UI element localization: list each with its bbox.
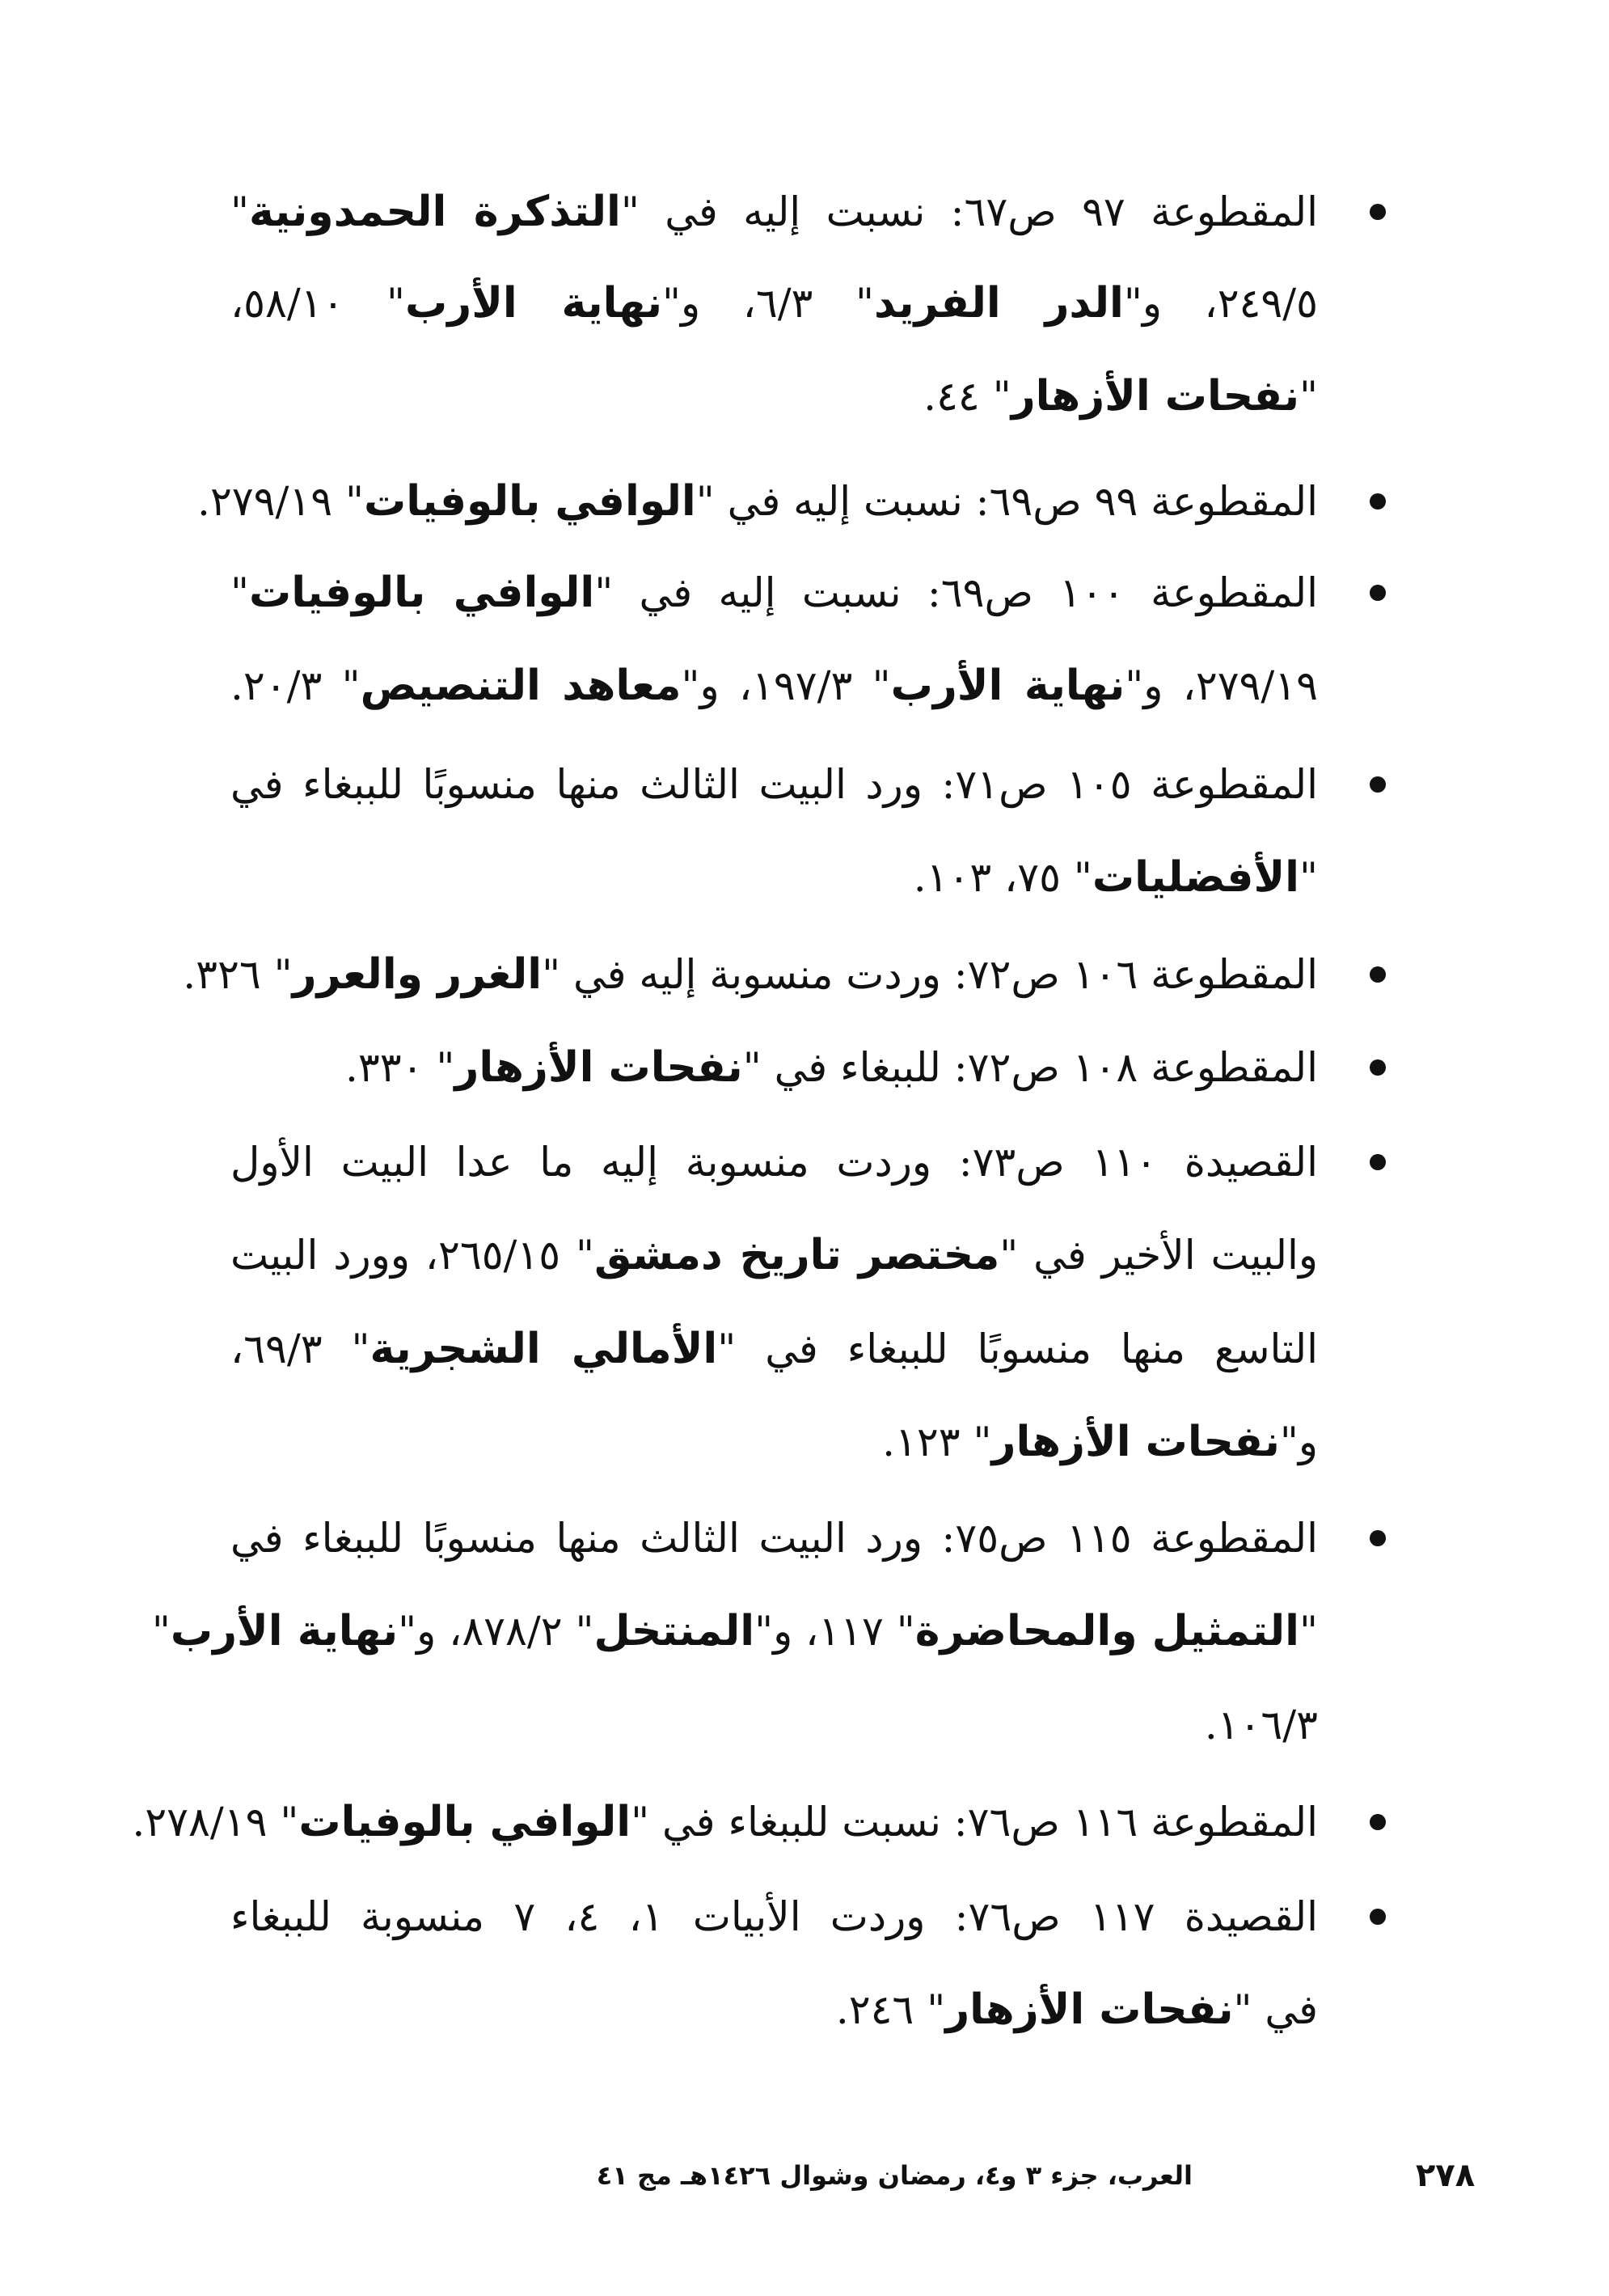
list-item-line: المقطوعة ١٠٨ ص٧٢: للببغاء في "نفحات الأزهار" ٣٣٠. <box>345 1043 1318 1092</box>
bullet-icon <box>1370 585 1386 601</box>
list-item-line: المقطوعة ١٠٠ ص٦٩: نسبت إليه في "الوافي بالوفيات" <box>230 569 1318 617</box>
list-item-line: القصيدة ١١٧ ص٧٦: وردت الأبيات ١، ٤، ٧ منسوبة للببغاء <box>230 1893 1319 1940</box>
page-footer <box>0 2147 1609 2204</box>
bullet-icon <box>1370 1154 1386 1170</box>
journal-citation: العرب، جزء ٣ و٤، رمضان وشوال ١٤٢٦هـ مج ٤١ <box>596 2160 1193 2191</box>
book-title: نهاية الأرب <box>890 662 1125 710</box>
list-item-line: القصيدة ١١٠ ص٧٣: وردت منسوبة إليه ما عدا البيت الأول <box>230 1139 1319 1186</box>
list-item-line: "التمثيل والمحاضرة" ١١٧، و"المنتخل" ٨٧٨/٢، و"نهاية الأرب" <box>151 1607 1318 1655</box>
book-title: نهاية الأرب <box>170 1607 399 1655</box>
bullet-icon <box>1370 1814 1386 1830</box>
list-item-line: المقطوعة ٩٧ ص٦٧: نسبت إليه في "التذكرة الحمدونية" <box>230 188 1318 236</box>
book-title: نفحات الأزهار <box>454 1043 743 1092</box>
book-title: الوافي بالوفيات <box>363 477 696 526</box>
book-title: نفحات الأزهار <box>1011 372 1299 421</box>
list-item-line: والبيت الأخير في "مختصر تاريخ دمشق" ٢٦٥/١٥، وورد البيت <box>230 1231 1318 1279</box>
book-title: معاهد التنصيص <box>360 662 682 710</box>
book-title: التذكرة الحمدونية <box>249 188 621 236</box>
book-title: الوافي بالوفيات <box>249 569 595 617</box>
list-item-line: المقطوعة ٩٩ ص٦٩: نسبت إليه في "الوافي بالوفيات" ٢٧٩/١٩. <box>197 477 1318 526</box>
book-title: الغرر والعرر <box>292 950 543 999</box>
book-title: الدر الفريد <box>874 279 1124 328</box>
book-title: التمثيل والمحاضرة <box>914 1607 1299 1655</box>
bullet-icon <box>1370 1059 1386 1076</box>
list-item-line: "نفحات الأزهار" ٤٤. <box>923 372 1318 421</box>
book-title: المنتخل <box>593 1607 755 1655</box>
list-item-line: المقطوعة ١١٥ ص٧٥: ورد البيت الثالث منها منسوبًا للببغاء في <box>230 1515 1318 1562</box>
list-item-line: المقطوعة ١٠٥ ص٧١: ورد البيت الثالث منها منسوبًا للببغاء في <box>230 761 1318 808</box>
list-item-line: المقطوعة ١١٦ ص٧٦: نسبت للببغاء في "الوافي بالوفيات" ٢٧٨/١٩. <box>132 1798 1318 1846</box>
bullet-icon <box>1370 966 1386 983</box>
book-title: الوافي بالوفيات <box>298 1798 631 1846</box>
bullet-icon <box>1370 1530 1386 1546</box>
book-title: نفحات الأزهار <box>945 1985 1234 2034</box>
bullet-icon <box>1370 493 1386 510</box>
bullet-icon <box>1370 1909 1386 1925</box>
book-title: نفحات الأزهار <box>991 1418 1280 1466</box>
page-number: ٢٧٨ <box>1415 2157 1476 2194</box>
list-item-line: "الأفضليات" ٧٥، ١٠٣. <box>913 853 1318 902</box>
book-title: الأمالي الشجرية <box>370 1325 718 1373</box>
book-title: مختصر تاريخ دمشق <box>593 1231 1000 1279</box>
list-item-line: ٢٤٩/٥، و"الدر الفريد" ٦/٣، و"نهاية الأرب" ٥٨/١٠، <box>230 279 1318 328</box>
book-title: الأفضليات <box>1092 853 1299 902</box>
bullet-icon <box>1370 776 1386 793</box>
list-item-line: ١٠٦/٣. <box>1204 1702 1318 1748</box>
book-title: نهاية الأرب <box>405 279 662 328</box>
list-item-line: التاسع منها منسوبًا للببغاء في "الأمالي الشجرية" ٦٩/٣، <box>230 1325 1318 1373</box>
list-item-line: في "نفحات الأزهار" ٢٤٦. <box>835 1985 1318 2034</box>
bullet-icon <box>1370 204 1386 220</box>
list-item-line: ٢٧٩/١٩، و"نهاية الأرب" ١٩٧/٣، و"معاهد التنصيص" ٢٠/٣. <box>230 662 1318 710</box>
list-item-line: و"نفحات الأزهار" ١٢٣. <box>882 1418 1318 1466</box>
list-item-line: المقطوعة ١٠٦ ص٧٢: وردت منسوبة إليه في "الغرر والعرر" ٣٢٦. <box>183 950 1318 999</box>
